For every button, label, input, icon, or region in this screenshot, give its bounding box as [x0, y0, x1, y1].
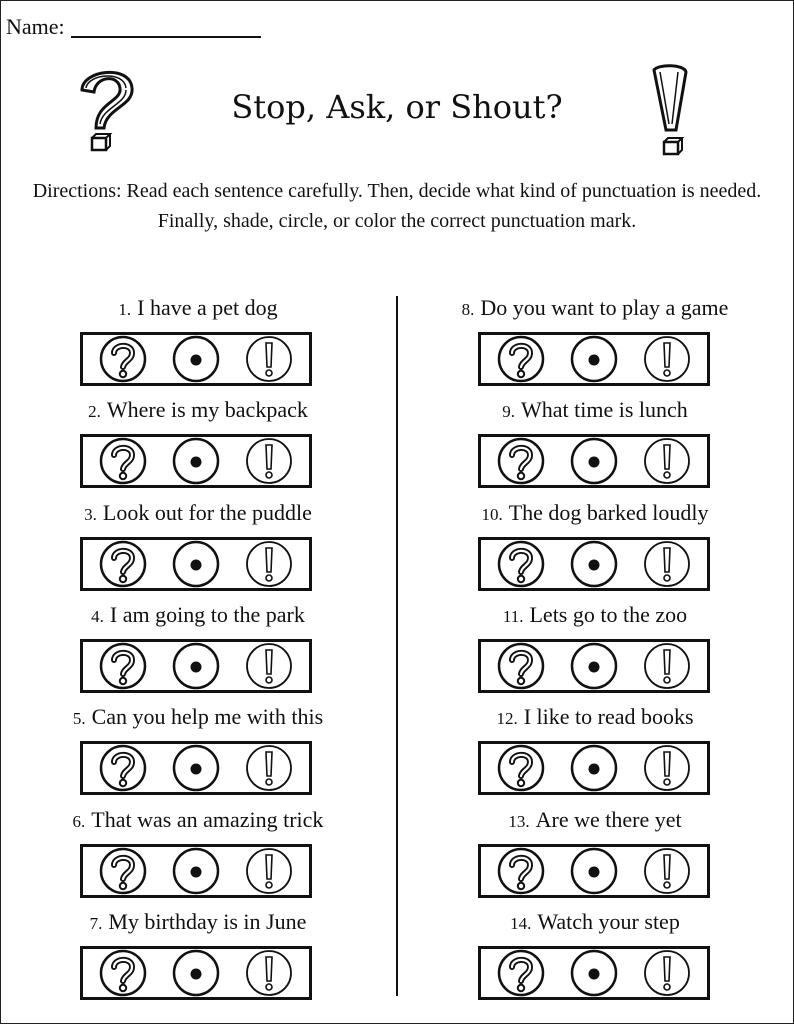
question-text: Watch your step [537, 908, 680, 934]
question-number: 10. [481, 504, 503, 524]
question-item [420, 807, 770, 909]
question-mark-icon[interactable] [98, 436, 148, 486]
question-item [28, 500, 368, 602]
question-sentence [420, 807, 770, 833]
question-item [420, 397, 770, 499]
question-text: My birthday is in June [108, 908, 307, 934]
question-item [420, 704, 770, 806]
question-item [420, 295, 770, 397]
punctuation-choice-box [80, 332, 312, 386]
punctuation-choice-box [478, 332, 710, 386]
question-text: Are we there yet [535, 806, 682, 832]
page-title: Stop, Ask, or Shout? [231, 88, 563, 126]
question-text: What time is lunch [520, 397, 688, 423]
question-number: 3. [84, 504, 97, 524]
question-text: I like to read books [523, 704, 694, 730]
punctuation-choice-box [478, 434, 710, 488]
question-number: 14. [510, 913, 532, 933]
question-sentence [28, 397, 368, 423]
question-mark-icon[interactable] [98, 846, 148, 896]
exclamation-mark-icon[interactable] [244, 948, 294, 998]
question-sentence [28, 500, 368, 526]
question-number: 6. [72, 811, 86, 831]
question-item [28, 807, 368, 909]
period-icon[interactable] [171, 641, 221, 691]
question-text: The dog barked loudly [508, 499, 709, 525]
question-text: Do you want to play a game [480, 295, 729, 320]
question-item [420, 602, 770, 704]
exclamation-mark-icon[interactable] [244, 539, 294, 589]
exclamation-mark-icon[interactable] [642, 334, 692, 384]
question-sentence [28, 602, 368, 628]
question-mark-icon[interactable] [98, 948, 148, 998]
question-item [28, 397, 368, 499]
question-mark-icon[interactable] [98, 334, 148, 384]
name-row [6, 14, 261, 40]
question-mark-icon[interactable] [98, 743, 148, 793]
name-field[interactable] [71, 36, 261, 38]
period-icon[interactable] [569, 743, 619, 793]
question-mark-icon[interactable] [496, 334, 546, 384]
period-icon[interactable] [569, 641, 619, 691]
exclamation-mark-icon[interactable] [642, 436, 692, 486]
question-mark-icon[interactable] [496, 539, 546, 589]
question-number: 4. [91, 606, 104, 626]
question-item [28, 909, 368, 1011]
exclamation-mark-doodle-icon [638, 62, 698, 162]
exclamation-mark-icon[interactable] [642, 846, 692, 896]
question-sentence [28, 909, 368, 935]
question-mark-icon[interactable] [496, 641, 546, 691]
period-icon[interactable] [171, 539, 221, 589]
question-number: 11. [502, 606, 524, 626]
question-sentence [420, 500, 770, 526]
period-icon[interactable] [569, 539, 619, 589]
punctuation-choice-box [80, 639, 312, 693]
exclamation-mark-icon[interactable] [642, 948, 692, 998]
question-number: 5. [72, 709, 86, 729]
question-text: Look out for the puddle [102, 499, 312, 525]
question-sentence [420, 909, 770, 935]
question-number: 1. [118, 300, 132, 319]
punctuation-choice-box [478, 537, 710, 591]
question-mark-icon[interactable] [496, 436, 546, 486]
period-icon[interactable] [569, 846, 619, 896]
question-number: 7. [89, 913, 103, 933]
question-mark-icon[interactable] [496, 743, 546, 793]
period-icon[interactable] [569, 436, 619, 486]
question-item [28, 602, 368, 704]
period-icon[interactable] [171, 334, 221, 384]
question-mark-icon[interactable] [98, 539, 148, 589]
exclamation-mark-icon[interactable] [642, 641, 692, 691]
question-sentence [28, 704, 368, 730]
exclamation-mark-icon[interactable] [642, 539, 692, 589]
name-label: Name: [6, 14, 65, 39]
question-text: That was an amazing trick [91, 806, 324, 832]
question-text: I am going to the park [109, 601, 305, 627]
question-sentence [28, 807, 368, 833]
question-sentence [420, 602, 770, 628]
period-icon[interactable] [171, 743, 221, 793]
question-sentence [420, 704, 770, 730]
exclamation-mark-icon[interactable] [244, 641, 294, 691]
question-sentence [420, 295, 770, 321]
exclamation-mark-icon[interactable] [642, 743, 692, 793]
exclamation-mark-icon[interactable] [244, 334, 294, 384]
punctuation-choice-box [478, 639, 710, 693]
period-icon[interactable] [569, 948, 619, 998]
question-sentence [28, 295, 368, 321]
question-number: 12. [496, 709, 518, 729]
question-text: Lets go to the zoo [529, 601, 688, 627]
question-text: Where is my backpack [106, 397, 308, 423]
punctuation-choice-box [478, 946, 710, 1000]
question-item [28, 704, 368, 806]
punctuation-choice-box [80, 946, 312, 1000]
period-icon[interactable] [171, 846, 221, 896]
question-mark-icon[interactable] [98, 641, 148, 691]
question-mark-icon[interactable] [496, 948, 546, 998]
period-icon[interactable] [569, 334, 619, 384]
question-item [420, 909, 770, 1011]
punctuation-choice-box [80, 537, 312, 591]
period-icon[interactable] [171, 436, 221, 486]
question-number: 13. [508, 811, 530, 831]
question-number: 9. [502, 402, 515, 422]
exclamation-mark-icon[interactable] [244, 436, 294, 486]
punctuation-choice-box [478, 741, 710, 795]
punctuation-choice-box [478, 844, 710, 898]
question-number: 2. [88, 402, 101, 422]
column-divider [396, 296, 398, 996]
punctuation-choice-box [80, 434, 312, 488]
question-item [420, 500, 770, 602]
question-sentence [420, 397, 770, 423]
question-text: I have a pet dog [137, 295, 278, 320]
question-text: Can you help me with this [91, 704, 324, 730]
directions-text: Directions: Read each sentence carefully. Then, decide what kind of punctuation is needed. Finally, shade, circle, or color the correct punctuation mark. [32, 180, 762, 232]
punctuation-choice-box [80, 741, 312, 795]
exclamation-mark-icon[interactable] [244, 846, 294, 896]
exclamation-mark-icon[interactable] [244, 743, 294, 793]
question-number: 8. [461, 300, 475, 319]
punctuation-choice-box [80, 844, 312, 898]
question-mark-icon[interactable] [496, 846, 546, 896]
question-item [28, 295, 368, 397]
period-icon[interactable] [171, 948, 221, 998]
